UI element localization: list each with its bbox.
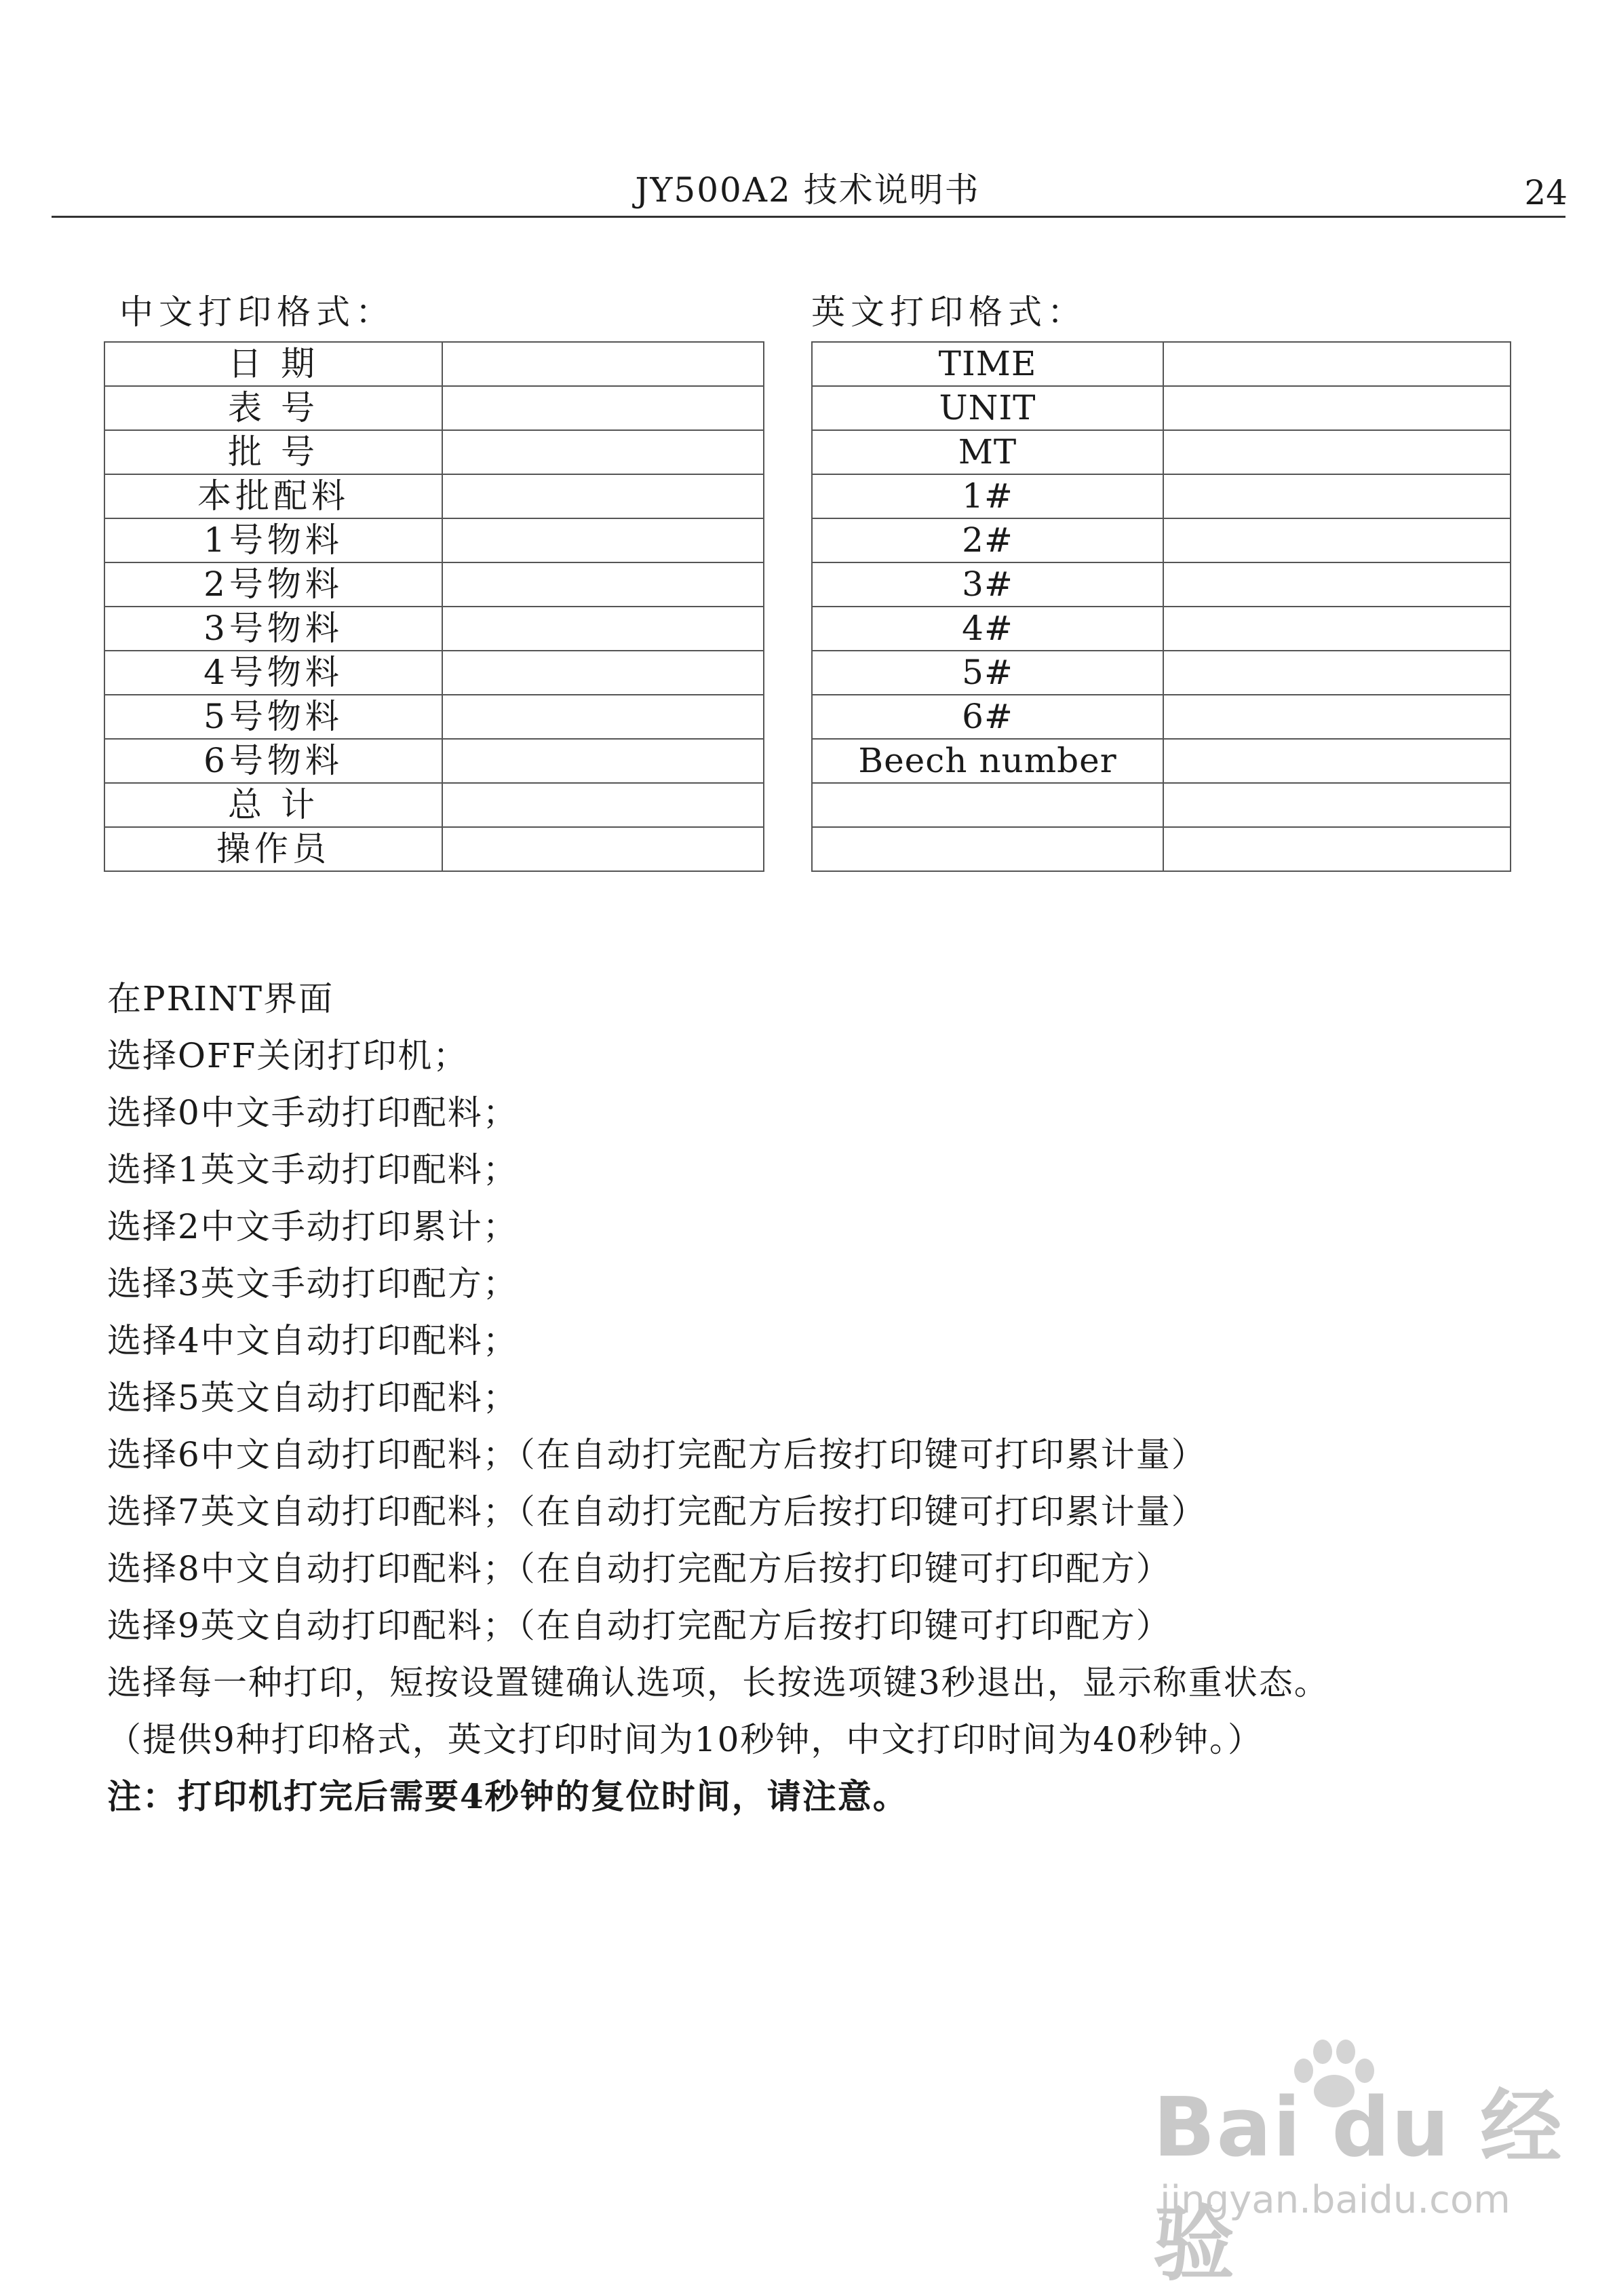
watermark-url: jingyan.baidu.com <box>1160 2178 1511 2222</box>
cn-field-label: 6号物料 <box>104 739 442 783</box>
en-field-label: TIME <box>812 342 1163 386</box>
document-title: JY500A2 技术说明书 <box>635 170 980 210</box>
en-field-value <box>1163 430 1511 474</box>
note-line: 注：打印机打完后需要4秒钟的复位时间，请注意。 <box>107 1776 908 1816</box>
en-field-value <box>1163 651 1511 695</box>
en-field-value <box>1163 607 1511 651</box>
cn-field-value <box>442 342 764 386</box>
table-row <box>812 518 1511 562</box>
en-field-label <box>812 827 1163 871</box>
cn-field-value <box>442 827 764 871</box>
table-row <box>104 827 764 871</box>
instruction-line: 选择2中文手动打印累计； <box>107 1207 518 1246</box>
en-field-label: UNIT <box>812 386 1163 430</box>
chinese-format-label: 中文打印格式： <box>119 292 395 332</box>
cn-field-label: 5号物料 <box>104 695 442 739</box>
cn-field-value <box>442 739 764 783</box>
instruction-line: 选择6中文自动打印配料；（在自动打完配方后按打印键可打印累计量） <box>107 1435 1207 1474</box>
cn-field-label: 日 期 <box>104 342 442 386</box>
en-field-value <box>1163 783 1511 827</box>
table-row <box>812 651 1511 695</box>
table-row <box>812 562 1511 607</box>
cn-field-value <box>442 386 764 430</box>
table-row <box>812 430 1511 474</box>
instruction-line: 选择OFF关闭打印机； <box>107 1036 469 1075</box>
table-row <box>812 607 1511 651</box>
en-field-label: MT <box>812 430 1163 474</box>
en-field-value <box>1163 562 1511 607</box>
table-row <box>104 695 764 739</box>
cn-field-label: 本批配料 <box>104 474 442 518</box>
table-row <box>104 518 764 562</box>
cn-field-label: 表 号 <box>104 386 442 430</box>
cn-field-label: 总 计 <box>104 783 442 827</box>
instruction-line: 在PRINT界面 <box>107 979 334 1018</box>
instruction-line: 选择0中文手动打印配料； <box>107 1093 518 1132</box>
en-field-value <box>1163 342 1511 386</box>
en-field-value <box>1163 695 1511 739</box>
en-field-value <box>1163 386 1511 430</box>
table-row <box>104 783 764 827</box>
instruction-line: 选择8中文自动打印配料；（在自动打完配方后按打印键可打印配方） <box>107 1549 1171 1588</box>
table-row <box>812 386 1511 430</box>
print-instructions <box>107 970 1565 1825</box>
table-row <box>812 827 1511 871</box>
english-format-table <box>811 341 1511 872</box>
cn-field-value <box>442 651 764 695</box>
table-row <box>104 474 764 518</box>
watermark-brand: Bai du 经验 <box>1153 2081 1563 2292</box>
instruction-line: 选择3英文手动打印配方； <box>107 1264 518 1303</box>
cn-field-label: 4号物料 <box>104 651 442 695</box>
instruction-line: 选择5英文自动打印配料； <box>107 1378 518 1417</box>
table-row <box>104 562 764 607</box>
cn-field-label: 批 号 <box>104 430 442 474</box>
table-row <box>812 695 1511 739</box>
table-row <box>104 739 764 783</box>
en-field-label: 2# <box>812 518 1163 562</box>
cn-field-value <box>442 695 764 739</box>
table-row <box>812 739 1511 783</box>
instruction-line: 选择1英文手动打印配料； <box>107 1150 518 1189</box>
table-row <box>812 783 1511 827</box>
table-row <box>104 607 764 651</box>
table-row <box>104 430 764 474</box>
english-format-label: 英文打印格式： <box>811 292 1087 332</box>
cn-field-value <box>442 607 764 651</box>
table-row <box>104 386 764 430</box>
en-field-label: 1# <box>812 474 1163 518</box>
en-field-value <box>1163 518 1511 562</box>
page-number: 24 <box>1524 173 1568 212</box>
chinese-format-table <box>104 341 764 872</box>
cn-field-label: 操作员 <box>104 827 442 871</box>
table-row <box>104 342 764 386</box>
en-field-label: 6# <box>812 695 1163 739</box>
table-row <box>812 342 1511 386</box>
baidu-watermark <box>1140 2035 1574 2292</box>
instruction-line: （提供9种打印格式，英文打印时间为10秒钟，中文打印时间为40秒钟。） <box>107 1720 1264 1759</box>
cn-field-label: 1号物料 <box>104 518 442 562</box>
en-field-value <box>1163 474 1511 518</box>
table-row <box>104 651 764 695</box>
instruction-line: 选择9英文自动打印配料；（在自动打完配方后按打印键可打印配方） <box>107 1606 1171 1645</box>
en-field-label: 5# <box>812 651 1163 695</box>
instruction-line: 选择每一种打印，短按设置键确认选项，长按选项键3秒退出，显示称重状态。 <box>107 1663 1329 1702</box>
instruction-line: 选择7英文自动打印配料；（在自动打完配方后按打印键可打印累计量） <box>107 1492 1207 1531</box>
en-field-value <box>1163 739 1511 783</box>
cn-field-value <box>442 430 764 474</box>
en-field-value <box>1163 827 1511 871</box>
cn-field-value <box>442 783 764 827</box>
table-row <box>812 474 1511 518</box>
cn-field-label: 3号物料 <box>104 607 442 651</box>
cn-field-value <box>442 562 764 607</box>
en-field-label: 4# <box>812 607 1163 651</box>
en-field-label: Beech number <box>812 739 1163 783</box>
cn-field-value <box>442 474 764 518</box>
cn-field-value <box>442 518 764 562</box>
en-field-label <box>812 783 1163 827</box>
en-field-label: 3# <box>812 562 1163 607</box>
instruction-line: 选择4中文自动打印配料； <box>107 1321 518 1360</box>
header-divider <box>52 216 1565 218</box>
cn-field-label: 2号物料 <box>104 562 442 607</box>
